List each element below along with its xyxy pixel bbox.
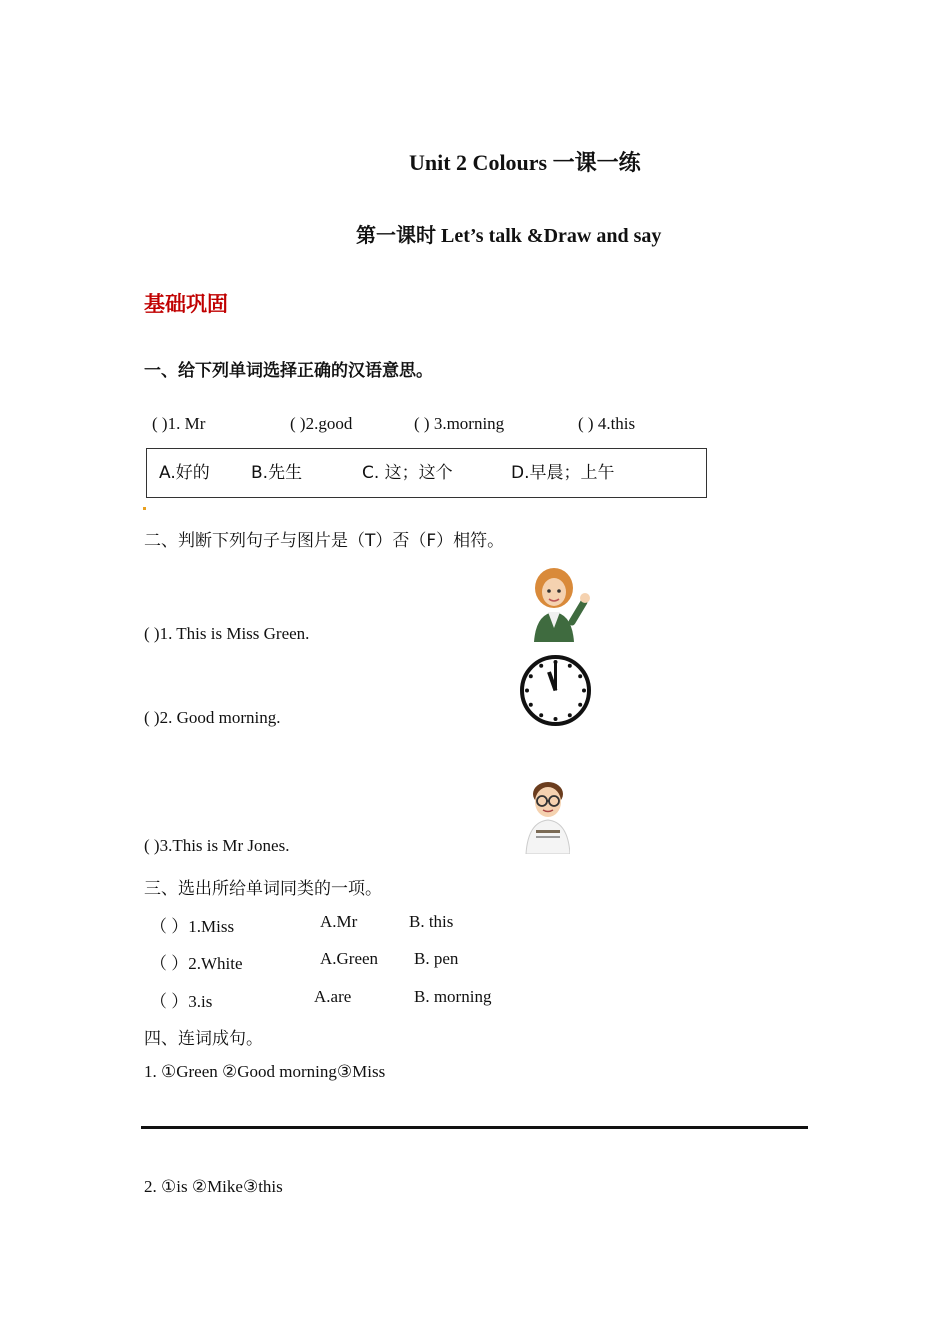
part1-item-4: ( ) 4.this bbox=[578, 414, 636, 433]
part4-heading: 四、连词成句。 bbox=[144, 1029, 263, 1049]
option-b: B.先生 bbox=[251, 463, 303, 483]
miss-green-picture bbox=[528, 566, 592, 642]
part1-item-2: ( )2.good bbox=[290, 414, 353, 433]
section-heading: 基础巩固 bbox=[144, 292, 228, 316]
part1-item-1: ( )1. Mr bbox=[152, 414, 206, 433]
part3-q1: （ ）1.Miss bbox=[150, 917, 235, 936]
option-d: D.早晨；上午 bbox=[511, 463, 615, 483]
part3-q3: （ ）3.is bbox=[150, 992, 213, 1011]
part3-q1-a: A.Mr bbox=[320, 912, 358, 931]
part3-q2-a: A.Green bbox=[320, 949, 379, 968]
part3-q2: （ ）2.White bbox=[150, 954, 243, 973]
part3-q2-b: B. pen bbox=[414, 949, 459, 968]
part4-q1: 1. ①Green ②Good morning③Miss bbox=[144, 1062, 386, 1081]
part1-heading: 一、给下列单词选择正确的汉语意思。 bbox=[144, 361, 433, 381]
part4-q2: 2. ①is ②Mike③this bbox=[144, 1177, 283, 1196]
mr-jones-picture bbox=[522, 778, 570, 854]
part3-q3-b: B. morning bbox=[414, 987, 492, 1006]
lesson-subtitle: 第一课时 Let’s talk &Draw and say bbox=[356, 225, 662, 247]
part2-item-3: ( )3.This is Mr Jones. bbox=[144, 836, 290, 855]
part2-item-2: ( )2. Good morning. bbox=[144, 708, 281, 727]
part2-item-1: ( )1. This is Miss Green. bbox=[144, 624, 310, 643]
answer-line bbox=[141, 1126, 808, 1129]
page-title: Unit 2 Colours 一课一练 bbox=[409, 150, 641, 175]
stray-mark bbox=[143, 507, 146, 510]
part3-q1-b: B. this bbox=[409, 912, 454, 931]
part1-item-3: ( ) 3.morning bbox=[414, 414, 505, 433]
option-a: A.好的 bbox=[159, 463, 210, 483]
part2-heading: 二、判断下列句子与图片是（T）否（F）相符。 bbox=[144, 531, 505, 551]
part3-heading: 三、选出所给单词同类的一项。 bbox=[144, 879, 382, 899]
part3-q3-a: A.are bbox=[314, 987, 352, 1006]
options-box bbox=[146, 448, 707, 498]
option-c: C. 这；这个 bbox=[362, 463, 453, 483]
clock-icon bbox=[519, 654, 592, 727]
